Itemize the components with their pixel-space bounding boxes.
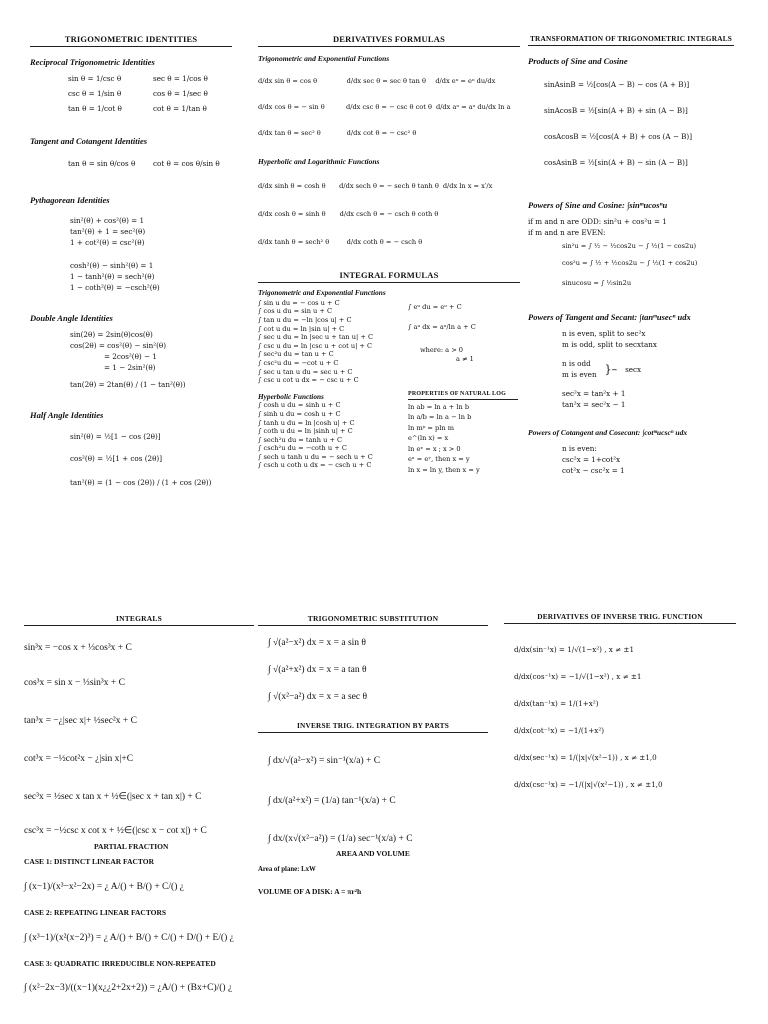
powers-ts-line: tan²x = sec²x − 1 bbox=[562, 400, 626, 409]
case-expression: ∫ (x−1)/(x³−x²−2x) = ¿ A/() + B/() + C/() ¿ bbox=[24, 882, 184, 892]
inverse-deriv-line: d/dx(tan⁻¹x) = 1/(1+x²) bbox=[514, 699, 599, 708]
int-trigexp-line: ∫ sin u du = − cos u + C bbox=[258, 298, 340, 307]
inverse-deriv-line: d/dx(sin⁻¹x) = 1/√(1−x²) , x ≠ ±1 bbox=[514, 645, 635, 654]
double-angle-line: cos(2θ) = cos²(θ) − sin²(θ) bbox=[70, 341, 167, 350]
int-trigexp-line: ∫ cot u du = ln |sin u| + C bbox=[258, 324, 345, 333]
substitution-line: ∫ √(a²+x²) dx = x = a tan θ bbox=[268, 665, 367, 675]
powers-sc-line: sin²u = ∫ ½ − ½cos2u − ∫ ½(1 − cos2u) bbox=[562, 242, 697, 250]
half-angle-line: cos²(θ) = ½[1 + cos (2θ)] bbox=[70, 454, 163, 463]
int-exp-line: ∫ eᵘ du = eᵘ + C bbox=[408, 302, 462, 311]
double-angle-line: = 2cos²(θ) − 1 bbox=[104, 352, 157, 361]
deriv-hyper-row: d/dx cosh θ = sinh θ d/dx csch θ = − csch θ coth θ bbox=[258, 210, 439, 219]
tangent-row: tan θ = sin θ/cos θ cot θ = cos θ/sin θ bbox=[68, 159, 220, 168]
inverse-trig-derivatives-section bbox=[504, 612, 736, 798]
deriv-trigexp-title: Trigonometric and Exponential Functions bbox=[258, 54, 390, 63]
derivatives-section bbox=[258, 34, 520, 475]
powers-sc-title: Powers of Sine and Cosine: ∫sinᵐucosⁿu bbox=[528, 200, 668, 210]
case-title: CASE 3: QUADRATIC IRREDUCIBLE NON-REPEATED bbox=[24, 959, 216, 968]
trig-substitution-section bbox=[258, 614, 488, 896]
pythagorean-line: 1 + cot²(θ) = csc²(θ) bbox=[70, 238, 145, 247]
int-hyper-line: ∫ cosh u du = sinh u + C bbox=[258, 401, 341, 410]
case-title: CASE 2: REPEATING LINEAR FACTORS bbox=[24, 908, 167, 917]
reciprocal-row: sin θ = 1/csc θ sec θ = 1/cos θ bbox=[68, 74, 208, 83]
int-hyper-line: ∫ sech u tanh u du = − sech u + C bbox=[258, 452, 373, 461]
powers-cc-title: Powers of Cotangent and Cosecant: ∫cotᵐucscⁿ udx bbox=[528, 428, 688, 437]
reciprocal-title: Reciprocal Trigonometric Identities bbox=[30, 57, 155, 67]
integral-line: cot³x = −½cot²x − ¿|sin x|+C bbox=[24, 754, 134, 764]
integral-line: sin³x = −cos x + ⅓cos³x + C bbox=[24, 643, 132, 653]
products-line: sinAcosB = ½[sin(A + B) + sin (A − B)] bbox=[544, 106, 688, 115]
natural-log-line: eˣ = eʸ, then x = y bbox=[408, 455, 470, 464]
substitution-line: ∫ √(a²−x²) dx = x = a sin θ bbox=[268, 638, 366, 648]
pythagorean-line: 1 − tanh²(θ) = sech²(θ) bbox=[70, 272, 155, 281]
powers-ts-title: Powers of Tangent and Secant: ∫tanᵐusecⁿ udx bbox=[528, 312, 691, 322]
integral-line: tan³x = −¿|sec x|+ ½sec²x + C bbox=[24, 716, 137, 726]
powers-ts-line: secx bbox=[625, 364, 642, 374]
integral-formulas-header: INTEGRAL FORMULAS bbox=[258, 270, 520, 283]
substitution-line: ∫ √(x²−a²) dx = x = a sec θ bbox=[268, 692, 368, 702]
natural-log-header: PROPERTIES OF NATURAL LOG bbox=[408, 391, 518, 400]
powers-sc-line: if m and n are ODD: sin²u + cos²u = 1 bbox=[528, 217, 667, 226]
int-trigexp-line: ∫ sec²u du = tan u + C bbox=[258, 350, 334, 359]
int-hyper-line: ∫ sech²u du = tanh u + C bbox=[258, 435, 343, 444]
trig-identities-section bbox=[30, 34, 232, 496]
products-line: cosAsinB = ½[sin(A + B) − sin (A − B)] bbox=[544, 158, 688, 167]
int-trigexp-line: ∫ sec u tan u du = sec u + C bbox=[258, 367, 353, 376]
inverse-deriv-line: d/dx(csc⁻¹x) = −1/(|x|√(x²−1)) , x ≠ ±1,0 bbox=[514, 780, 663, 789]
half-angle-line: tan²(θ) = (1 − cos (2θ)) / (1 + cos (2θ)) bbox=[70, 478, 212, 487]
int-exp-condition: where: a > 0 bbox=[420, 345, 464, 354]
partial-fraction-title: PARTIAL FRACTION bbox=[94, 842, 169, 851]
area-plane-text: Area of plane: LxW bbox=[258, 866, 316, 873]
volume-disk-text: VOLUME OF A DISK: A = πr²h bbox=[258, 887, 362, 896]
reciprocal-row: tan θ = 1/cot θ cot θ = 1/tan θ bbox=[68, 104, 207, 113]
double-angle-line: = 1 − 2sin²(θ) bbox=[104, 363, 156, 372]
double-angle-line: sin(2θ) = 2sin(θ)cos(θ) bbox=[70, 330, 153, 339]
deriv-hyper-row: d/dx tanh θ = sech² θ d/dx coth θ = − csch θ bbox=[258, 238, 423, 247]
powers-ts-line: n is even, split to sec²x bbox=[562, 329, 646, 338]
deriv-trigexp-row: d/dx sin θ = cos θ d/dx sec θ = sec θ tan θ d/dx eᵘ = eᵘ du/dx bbox=[258, 76, 496, 85]
integral-line: csc³x = −½csc x cot x + ½∈(|csc x − cot x|) + C bbox=[24, 826, 207, 836]
transformation-header: TRANSFORMATION OF TRIGONOMETRIC INTEGRALS bbox=[528, 34, 734, 46]
double-angle-line: tan(2θ) = 2tan(θ) / (1 − tan²(θ)) bbox=[70, 380, 186, 389]
integrals-header: INTEGRALS bbox=[24, 614, 254, 626]
trig-substitution-header: TRIGONOMETRIC SUBSTITUTION bbox=[258, 614, 488, 626]
int-trigexp-line: ∫ csc u du = ln |csc u + cot u| + C bbox=[258, 341, 373, 350]
natural-log-line: ln eˣ = x ; x > 0 bbox=[408, 444, 461, 453]
int-trigexp-line: ∫ cos u du = sin u + C bbox=[258, 307, 333, 316]
deriv-trigexp-row: d/dx cos θ = − sin θ d/dx csc θ = − csc θ cot θ d/dx aᵘ = aᵘ du/dx ln a bbox=[258, 102, 511, 111]
ibp-line: ∫ dx/(a²+x²) = (1/a) tan⁻¹(x/a) + C bbox=[268, 796, 396, 806]
trig-identities-header: TRIGONOMETRIC IDENTITIES bbox=[30, 34, 232, 47]
powers-sc-line: sinucosu = ∫ ½sin2u bbox=[562, 279, 632, 287]
int-trigexp-line: ∫ sec u du = ln |sec u + tan u| + C bbox=[258, 333, 373, 342]
ibp-line: ∫ dx/(x√(x²−a²)) = (1/a) sec⁻¹(x/a) + C bbox=[268, 834, 413, 844]
case-title: CASE 1: DISTINCT LINEAR FACTOR bbox=[24, 857, 155, 866]
reciprocal-row: csc θ = 1/sin θ cos θ = 1/sec θ bbox=[68, 89, 208, 98]
powers-sc-line: cos²u = ∫ ½ + ½cos2u − ∫ ½(1 + cos2u) bbox=[562, 259, 698, 267]
inverse-deriv-line: d/dx(cos⁻¹x) = −1/√(1−x²) , x ≠ ±1 bbox=[514, 672, 642, 681]
half-angle-title: Half Angle Identities bbox=[30, 410, 104, 420]
deriv-hyper-title: Hyperbolic and Logarithmic Functions bbox=[258, 156, 380, 166]
products-line: sinAsinB = ½[cos(A − B) − cos (A + B)] bbox=[544, 80, 690, 89]
pythagorean-line: sin²(θ) + cos²(θ) = 1 bbox=[70, 216, 145, 225]
deriv-trigexp-row: d/dx tan θ = sec² θ d/dx cot θ = − csc² θ bbox=[258, 128, 417, 137]
int-hyper-line: ∫ coth u du = ln |sinh u| + C bbox=[258, 427, 353, 436]
int-hyper-title: Hyperbolic Functions bbox=[258, 391, 324, 401]
powers-ts-line: sec²x = tan²x + 1 bbox=[562, 389, 626, 398]
natural-log-line: ln mᵖ = pln m bbox=[408, 423, 454, 432]
int-trigexp-line: ∫ tan u du = −ln |cos u| + C bbox=[258, 315, 352, 324]
powers-ts-line: n is odd bbox=[562, 359, 591, 368]
int-trigexp-line: ∫ csc u cot u dx = − csc u + C bbox=[258, 376, 359, 385]
int-hyper-line: ∫ sinh u du = cosh u + C bbox=[258, 409, 341, 418]
powers-sc-line: if m and n are EVEN: bbox=[528, 228, 606, 237]
integrals-section bbox=[24, 614, 254, 1008]
natural-log-line: ln a/b = ln a − ln b bbox=[408, 413, 472, 422]
products-line: cosAcosB = ½[cos(A + B) + cos (A − B)] bbox=[544, 132, 693, 141]
transformation-section bbox=[528, 34, 734, 476]
ibp-header: INVERSE TRIG. INTEGRATION BY PARTS bbox=[258, 721, 488, 733]
brace-arrow-icon: }– bbox=[604, 362, 618, 376]
deriv-hyper-row: d/dx sinh θ = cosh θ d/dx sech θ = − sech θ tanh θ d/dx ln x = x′/x bbox=[258, 182, 493, 191]
int-hyper-line: ∫ tanh u du = ln |cosh u| + C bbox=[258, 418, 355, 427]
inverse-deriv-line: d/dx(cot⁻¹x) = −1/(1+x²) bbox=[514, 726, 605, 735]
int-exp-condition: a ≠ 1 bbox=[456, 354, 474, 363]
double-angle-title: Double Angle Identities bbox=[30, 313, 113, 323]
tangent-title: Tangent and Cotangent Identities bbox=[30, 136, 148, 146]
ibp-line: ∫ dx/√(a²−x²) = sin⁻¹(x/a) + C bbox=[268, 756, 381, 766]
products-title: Products of Sine and Cosine bbox=[528, 56, 628, 66]
pythagorean-line: tan²(θ) + 1 = sec²(θ) bbox=[70, 227, 146, 236]
inverse-trig-derivatives-header: DERIVATIVES OF INVERSE TRIG. FUNCTION bbox=[504, 612, 736, 624]
int-trigexp-line: ∫ csc²u du = −cot u + C bbox=[258, 358, 339, 367]
int-hyper-line: ∫ csch u coth u dx = − csch u + C bbox=[258, 461, 372, 470]
int-hyper-line: ∫ csch²u du = −coth u + C bbox=[258, 444, 347, 453]
inverse-deriv-line: d/dx(sec⁻¹x) = 1/(|x|√(x²−1)) , x ≠ ±1,0 bbox=[514, 753, 657, 762]
natural-log-line: ln x = ln y, then x = y bbox=[408, 465, 480, 474]
integral-line: sec³x = ½sec x tan x + ½∈(|sec x + tan x|) + C bbox=[24, 792, 202, 802]
pythagorean-line: cosh²(θ) − sinh²(θ) = 1 bbox=[70, 261, 154, 270]
natural-log-line: e^(ln x) = x bbox=[408, 434, 449, 443]
area-volume-title: AREA AND VOLUME bbox=[336, 849, 410, 858]
case-expression: ∫ (x³−1)/(x²(x−2)³) = ¿ A/() + B/() + C/() + D/() + E/() ¿ bbox=[24, 933, 234, 943]
integral-line: cos³x = sin x − ⅓sin³x + C bbox=[24, 678, 125, 688]
powers-cc-line: n is even: bbox=[562, 444, 597, 453]
powers-cc-line: csc²x = 1+cot²x bbox=[562, 455, 621, 464]
pythagorean-title: Pythagorean Identities bbox=[30, 195, 110, 205]
powers-cc-line: cot²x − csc²x = 1 bbox=[562, 466, 625, 475]
natural-log-line: ln ab = ln a + ln b bbox=[408, 402, 470, 411]
int-trigexp-title: Trigonometric and Exponential Functions bbox=[258, 288, 386, 298]
int-exp-line: ∫ aᵘ dx = aᵘ/ln a + C bbox=[408, 323, 476, 332]
half-angle-line: sin²(θ) = ½[1 − cos (2θ)] bbox=[70, 432, 161, 441]
powers-ts-line: m is odd, split to secxtanx bbox=[562, 340, 657, 349]
derivatives-header: DERIVATIVES FORMULAS bbox=[258, 34, 520, 47]
powers-ts-line: m is even bbox=[562, 370, 597, 379]
case-expression: ∫ (x²−2x−3)/((x−1)(x¿¿2+2x+2)) = ¿A/() + (Bx+C)/() ¿ bbox=[24, 983, 233, 993]
pythagorean-line: 1 − coth²(θ) = −csch²(θ) bbox=[70, 283, 160, 292]
